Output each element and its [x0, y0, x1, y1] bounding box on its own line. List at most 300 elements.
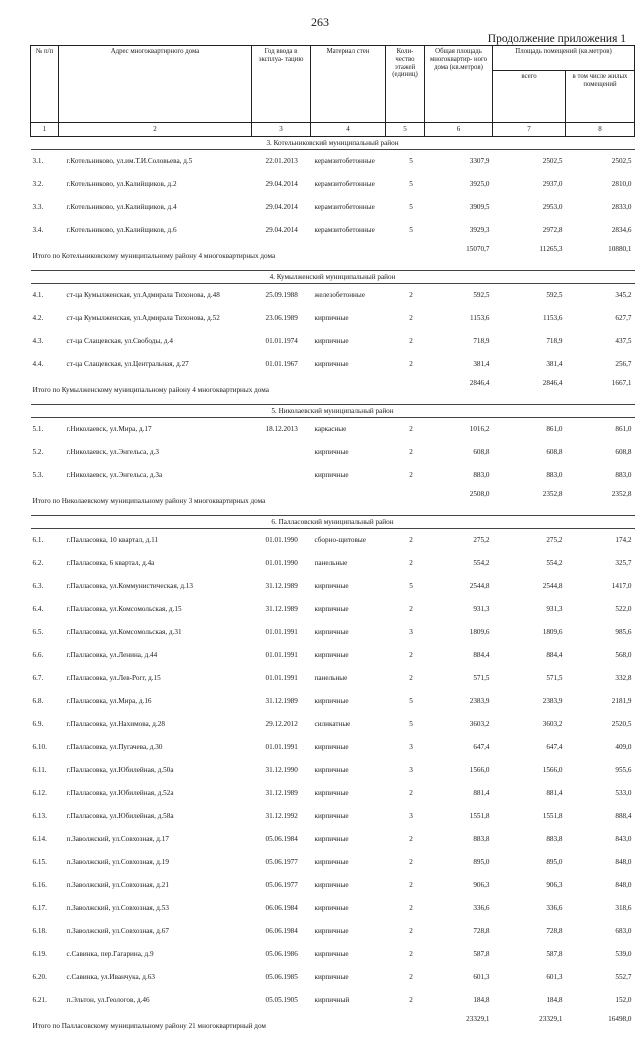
row-area-all: 381,4: [493, 353, 566, 376]
row-number: 6.11.: [31, 759, 59, 782]
column-number: 3: [252, 123, 311, 137]
row-address: г.Николаевск, ул.Энгельса, д.3: [59, 441, 252, 464]
row-area-residential: 843,0: [566, 828, 635, 851]
row-number: 6.3.: [31, 575, 59, 598]
row-total-area: 381,4: [425, 353, 493, 376]
row-year: 05.06.1984: [252, 828, 311, 851]
row-area-residential: 437,5: [566, 330, 635, 353]
row-area-residential: 2810,0: [566, 173, 635, 196]
table-row: [31, 828, 635, 851]
row-area-all: 587,8: [493, 943, 566, 966]
row-year: 29.04.2014: [252, 196, 311, 219]
column-number: 6: [425, 123, 493, 137]
row-floors: 5: [386, 196, 425, 219]
section-header-row: [31, 137, 635, 150]
row-area-all: 184,8: [493, 989, 566, 1012]
section-total-residential: 2352,8: [566, 487, 635, 516]
row-year: 01.01.1991: [252, 667, 311, 690]
row-number: 6.8.: [31, 690, 59, 713]
row-area-all: 861,0: [493, 418, 566, 442]
table-row: [31, 575, 635, 598]
row-address: с.Савинка, ул.Иванчука, д.63: [59, 966, 252, 989]
row-address: с.Савинка, пер.Гагарина, д.9: [59, 943, 252, 966]
row-material: кирпичные: [311, 828, 386, 851]
row-floors: 3: [386, 805, 425, 828]
row-number: 6.7.: [31, 667, 59, 690]
table-row: [31, 690, 635, 713]
row-floors: 2: [386, 874, 425, 897]
row-year: 22.01.2013: [252, 150, 311, 174]
row-area-residential: 955,6: [566, 759, 635, 782]
row-year: 29.12.2012: [252, 713, 311, 736]
row-area-all: 1551,8: [493, 805, 566, 828]
row-area-residential: 2181,9: [566, 690, 635, 713]
row-total-area: 184,8: [425, 989, 493, 1012]
row-address: г.Палласовка, ул.Мира, д.16: [59, 690, 252, 713]
section-total-row: [31, 242, 635, 271]
column-number: 4: [311, 123, 386, 137]
row-material: кирпичные: [311, 330, 386, 353]
row-material: кирпичные: [311, 598, 386, 621]
row-address: г.Котельниково, ул.Калийщиков, д.4: [59, 196, 252, 219]
row-area-all: 336,6: [493, 897, 566, 920]
table-row: [31, 418, 635, 442]
table-row: [31, 150, 635, 174]
row-floors: 2: [386, 782, 425, 805]
table-row: [31, 989, 635, 1012]
section-total-area: 15070,7: [425, 242, 493, 271]
row-area-residential: 683,0: [566, 920, 635, 943]
section-total-label: Итого по Палласовскому муниципальному району 21 многоквартирный дом: [31, 1012, 425, 1040]
row-total-area: 592,5: [425, 284, 493, 308]
row-floors: 2: [386, 644, 425, 667]
row-total-area: 608,8: [425, 441, 493, 464]
page-number: 263: [0, 15, 640, 30]
row-area-all: 2937,0: [493, 173, 566, 196]
row-address: г.Палласовка, ул.Лев-Рогг, д.15: [59, 667, 252, 690]
row-area-residential: 533,0: [566, 782, 635, 805]
table-row: [31, 736, 635, 759]
header-premises-area: Площадь помещений (кв.метров): [493, 46, 635, 71]
row-material: кирпичные: [311, 874, 386, 897]
row-total-area: 895,0: [425, 851, 493, 874]
row-area-residential: 174,2: [566, 529, 635, 553]
row-number: 6.15.: [31, 851, 59, 874]
row-area-all: 2383,9: [493, 690, 566, 713]
column-number: 7: [493, 123, 566, 137]
row-area-all: 275,2: [493, 529, 566, 553]
row-floors: 5: [386, 690, 425, 713]
header-residential: в том числе жилых помещений: [566, 71, 635, 123]
row-year: 01.01.1990: [252, 529, 311, 553]
table-row: [31, 219, 635, 242]
row-material: керамзитобетонные: [311, 150, 386, 174]
row-number: 6.14.: [31, 828, 59, 851]
section-total-label: Итого по Кумылженскому муниципальному району 4 многоквартирных дома: [31, 376, 425, 405]
row-total-area: 571,5: [425, 667, 493, 690]
section-total-area: 23329,1: [425, 1012, 493, 1040]
row-total-area: 728,8: [425, 920, 493, 943]
row-address: ст-ца Кумылженская, ул.Адмирала Тихонова, д.52: [59, 307, 252, 330]
row-total-area: 1153,6: [425, 307, 493, 330]
table-row: [31, 621, 635, 644]
row-number: 6.5.: [31, 621, 59, 644]
table-row: [31, 552, 635, 575]
row-floors: 3: [386, 736, 425, 759]
row-floors: 2: [386, 966, 425, 989]
row-number: 6.20.: [31, 966, 59, 989]
row-total-area: 554,2: [425, 552, 493, 575]
table-body: [31, 137, 635, 1040]
header-material: Материал стен: [311, 46, 386, 123]
table-row: [31, 464, 635, 487]
row-area-all: 3603,2: [493, 713, 566, 736]
section-total-label: Итого по Котельниковскому муниципальному району 4 многоквартирных дома: [31, 242, 425, 271]
row-number: 5.3.: [31, 464, 59, 487]
row-address: г.Котельниково, ул.им.Т.И.Соловьева, д.5: [59, 150, 252, 174]
section-total-area: 2846,4: [425, 376, 493, 405]
row-floors: 2: [386, 851, 425, 874]
row-year: 06.06.1984: [252, 897, 311, 920]
row-year: 01.01.1991: [252, 644, 311, 667]
row-address: ст-ца Кумылженская, ул.Адмирала Тихонова, д.48: [59, 284, 252, 308]
row-year: 01.01.1991: [252, 621, 311, 644]
row-floors: 5: [386, 173, 425, 196]
row-area-residential: 409,0: [566, 736, 635, 759]
row-total-area: 3307,9: [425, 150, 493, 174]
row-material: кирпичные: [311, 782, 386, 805]
row-area-residential: 568,0: [566, 644, 635, 667]
row-total-area: 3925,0: [425, 173, 493, 196]
row-area-residential: 2833,0: [566, 196, 635, 219]
row-area-residential: 256,7: [566, 353, 635, 376]
table-row: [31, 173, 635, 196]
row-area-residential: 1417,0: [566, 575, 635, 598]
row-floors: 2: [386, 920, 425, 943]
row-area-residential: 861,0: [566, 418, 635, 442]
table-row: [31, 713, 635, 736]
row-total-area: 3603,2: [425, 713, 493, 736]
row-number: 6.2.: [31, 552, 59, 575]
row-address: г.Котельниково, ул.Калийщиков, д.6: [59, 219, 252, 242]
row-year: 31.12.1989: [252, 690, 311, 713]
row-year: 05.06.1977: [252, 851, 311, 874]
row-total-area: 601,3: [425, 966, 493, 989]
table-row: [31, 441, 635, 464]
row-material: кирпичные: [311, 464, 386, 487]
continuation-title: Продолжение приложения 1: [488, 33, 626, 45]
row-year: 31.12.1990: [252, 759, 311, 782]
row-total-area: 647,4: [425, 736, 493, 759]
row-material: кирпичные: [311, 851, 386, 874]
row-year: 31.12.1989: [252, 575, 311, 598]
column-number: 5: [386, 123, 425, 137]
row-floors: 2: [386, 441, 425, 464]
row-total-area: 587,8: [425, 943, 493, 966]
row-year: 05.06.1977: [252, 874, 311, 897]
row-year: 06.06.1984: [252, 920, 311, 943]
header-floors: Коли- чество этажей (единиц): [386, 46, 425, 123]
row-area-all: 608,8: [493, 441, 566, 464]
row-total-area: 1566,0: [425, 759, 493, 782]
row-area-all: 881,4: [493, 782, 566, 805]
row-floors: 5: [386, 219, 425, 242]
header-year: Год ввода в эксплуа- тацию: [252, 46, 311, 123]
row-area-all: 883,8: [493, 828, 566, 851]
row-area-all: 554,2: [493, 552, 566, 575]
row-number: 5.2.: [31, 441, 59, 464]
row-number: 4.2.: [31, 307, 59, 330]
header-all: всего: [493, 71, 566, 123]
row-year: 18.12.2013: [252, 418, 311, 442]
row-area-residential: 152,0: [566, 989, 635, 1012]
column-number: 1: [31, 123, 59, 137]
row-number: 4.4.: [31, 353, 59, 376]
row-floors: 3: [386, 759, 425, 782]
table-row: [31, 897, 635, 920]
row-material: каркасные: [311, 418, 386, 442]
row-year: 05.05.1905: [252, 989, 311, 1012]
row-area-all: 647,4: [493, 736, 566, 759]
row-floors: 2: [386, 330, 425, 353]
section-total-residential: 16498,0: [566, 1012, 635, 1040]
row-area-all: 592,5: [493, 284, 566, 308]
row-area-residential: 848,0: [566, 874, 635, 897]
row-address: г.Николаевск, ул.Мира, д.17: [59, 418, 252, 442]
row-area-residential: 552,7: [566, 966, 635, 989]
row-year: 31.12.1989: [252, 782, 311, 805]
row-material: кирпичные: [311, 920, 386, 943]
row-material: керамзитобетонные: [311, 219, 386, 242]
row-area-all: 1809,6: [493, 621, 566, 644]
row-number: 3.3.: [31, 196, 59, 219]
row-floors: 2: [386, 418, 425, 442]
row-total-area: 884,4: [425, 644, 493, 667]
section-total-row: [31, 1012, 635, 1040]
row-floors: 2: [386, 464, 425, 487]
section-title: 3. Котельниковский муниципальный район: [31, 137, 635, 150]
row-floors: 2: [386, 598, 425, 621]
row-number: 6.12.: [31, 782, 59, 805]
row-address: п.Заволжский, ул.Совхозная, д.67: [59, 920, 252, 943]
row-material: кирпичные: [311, 575, 386, 598]
section-total-all: 23329,1: [493, 1012, 566, 1040]
row-material: кирпичные: [311, 759, 386, 782]
row-floors: 3: [386, 621, 425, 644]
row-year: 31.12.1989: [252, 598, 311, 621]
table-row: [31, 851, 635, 874]
row-material: кирпичные: [311, 966, 386, 989]
row-year: 01.01.1967: [252, 353, 311, 376]
row-number: 6.6.: [31, 644, 59, 667]
row-area-residential: 883,0: [566, 464, 635, 487]
row-area-residential: 848,0: [566, 851, 635, 874]
section-header-row: [31, 405, 635, 418]
row-area-residential: 318,6: [566, 897, 635, 920]
row-year: [252, 441, 311, 464]
row-floors: 2: [386, 943, 425, 966]
table-row: [31, 353, 635, 376]
row-area-all: 883,0: [493, 464, 566, 487]
row-material: кирпичные: [311, 644, 386, 667]
row-total-area: 3909,5: [425, 196, 493, 219]
table-row: [31, 307, 635, 330]
row-material: кирпичные: [311, 805, 386, 828]
row-floors: 2: [386, 989, 425, 1012]
row-material: панельные: [311, 552, 386, 575]
row-number: 6.21.: [31, 989, 59, 1012]
row-year: 05.06.1986: [252, 943, 311, 966]
row-floors: 2: [386, 353, 425, 376]
header-address: Адрес многоквартирного дома: [59, 46, 252, 123]
row-floors: 5: [386, 713, 425, 736]
section-header-row: [31, 271, 635, 284]
row-material: керамзитобетонные: [311, 196, 386, 219]
table-row: [31, 667, 635, 690]
row-number: 6.19.: [31, 943, 59, 966]
row-address: п.Заволжский, ул.Совхозная, д.19: [59, 851, 252, 874]
section-title: 4. Кумылженский муниципальный район: [31, 271, 635, 284]
row-material: кирпичные: [311, 621, 386, 644]
row-address: г.Палласовка, ул.Юбилейная, д.52а: [59, 782, 252, 805]
row-total-area: 883,8: [425, 828, 493, 851]
row-address: г.Котельниково, ул.Калийщиков, д.2: [59, 173, 252, 196]
row-address: г.Палласовка, ул.Нахимова, д.28: [59, 713, 252, 736]
row-area-residential: 332,8: [566, 667, 635, 690]
section-total-row: [31, 487, 635, 516]
row-year: 29.04.2014: [252, 173, 311, 196]
row-total-area: 718,9: [425, 330, 493, 353]
row-floors: 2: [386, 667, 425, 690]
table-row: [31, 196, 635, 219]
section-title: 6. Палласовский муниципальный район: [31, 516, 635, 529]
row-total-area: 906,3: [425, 874, 493, 897]
table-row: [31, 943, 635, 966]
row-address: г.Николаевск, ул.Энгельса, д.3а: [59, 464, 252, 487]
row-floors: 2: [386, 897, 425, 920]
row-total-area: 275,2: [425, 529, 493, 553]
section-total-label: Итого по Николаевскому муниципальному району 3 многоквартирных дома: [31, 487, 425, 516]
row-number: 6.4.: [31, 598, 59, 621]
section-total-residential: 1667,1: [566, 376, 635, 405]
section-total-row: [31, 376, 635, 405]
row-area-residential: 608,8: [566, 441, 635, 464]
row-area-residential: 888,4: [566, 805, 635, 828]
row-area-all: 931,3: [493, 598, 566, 621]
row-number: 4.3.: [31, 330, 59, 353]
row-year: 29.04.2014: [252, 219, 311, 242]
column-number: 8: [566, 123, 635, 137]
row-material: кирпичные: [311, 897, 386, 920]
section-total-all: 2846,4: [493, 376, 566, 405]
row-floors: 2: [386, 529, 425, 553]
row-total-area: 1809,6: [425, 621, 493, 644]
row-year: 31.12.1992: [252, 805, 311, 828]
row-number: 6.10.: [31, 736, 59, 759]
row-address: п.Заволжский, ул.Совхозная, д.53: [59, 897, 252, 920]
row-area-residential: 522,0: [566, 598, 635, 621]
row-area-all: 1566,0: [493, 759, 566, 782]
row-address: п.Заволжский, ул.Совхозная, д.17: [59, 828, 252, 851]
buildings-table: [30, 45, 635, 1040]
row-total-area: 881,4: [425, 782, 493, 805]
row-area-all: 571,5: [493, 667, 566, 690]
row-material: керамзитобетонные: [311, 173, 386, 196]
row-area-all: 2502,5: [493, 150, 566, 174]
table-row: [31, 284, 635, 308]
row-area-residential: 345,2: [566, 284, 635, 308]
row-total-area: 1016,2: [425, 418, 493, 442]
row-total-area: 883,0: [425, 464, 493, 487]
row-number: 6.17.: [31, 897, 59, 920]
row-address: г.Палласовка, ул.Ленина, д.44: [59, 644, 252, 667]
row-material: железобетонные: [311, 284, 386, 308]
table-row: [31, 874, 635, 897]
row-material: кирпичные: [311, 690, 386, 713]
row-year: 01.01.1991: [252, 736, 311, 759]
row-total-area: 1551,8: [425, 805, 493, 828]
section-total-all: 11265,3: [493, 242, 566, 271]
row-area-all: 1153,6: [493, 307, 566, 330]
row-floors: 2: [386, 828, 425, 851]
table-row: [31, 598, 635, 621]
section-header-row: [31, 516, 635, 529]
column-number-row: [31, 123, 635, 137]
row-year: 23.06.1989: [252, 307, 311, 330]
row-address: г.Палласовка, ул.Юбилейная, д.50а: [59, 759, 252, 782]
row-area-residential: 2834,6: [566, 219, 635, 242]
table-row: [31, 920, 635, 943]
row-area-all: 895,0: [493, 851, 566, 874]
row-material: кирпичные: [311, 441, 386, 464]
row-area-all: 884,4: [493, 644, 566, 667]
row-material: кирпичные: [311, 353, 386, 376]
row-material: кирпичные: [311, 943, 386, 966]
row-area-all: 718,9: [493, 330, 566, 353]
table-row: [31, 529, 635, 553]
section-total-all: 2352,8: [493, 487, 566, 516]
row-number: 6.9.: [31, 713, 59, 736]
row-area-residential: 2502,5: [566, 150, 635, 174]
row-number: 6.1.: [31, 529, 59, 553]
row-material: сборно-щитовые: [311, 529, 386, 553]
table-row: [31, 759, 635, 782]
section-title: 5. Николаевский муниципальный район: [31, 405, 635, 418]
row-material: панельные: [311, 667, 386, 690]
row-total-area: 336,6: [425, 897, 493, 920]
row-year: 05.06.1985: [252, 966, 311, 989]
row-area-all: 2544,8: [493, 575, 566, 598]
header-num: № п/п: [31, 46, 59, 123]
row-total-area: 2544,8: [425, 575, 493, 598]
row-address: г.Палласовка, ул.Пугачева, д.30: [59, 736, 252, 759]
header-total-area: Общая площадь многоквартир- ного дома (кв.метров): [425, 46, 493, 123]
column-number: 2: [59, 123, 252, 137]
row-area-residential: 627,7: [566, 307, 635, 330]
row-material: силикатные: [311, 713, 386, 736]
row-address: п.Заволжский, ул.Совхозная, д.21: [59, 874, 252, 897]
row-floors: 5: [386, 150, 425, 174]
row-area-all: 2953,0: [493, 196, 566, 219]
row-address: ст-ца Слащевская, ул.Свободы, д.4: [59, 330, 252, 353]
row-address: г.Палласовка, ул.Юбилейная, д.58а: [59, 805, 252, 828]
row-address: п.Эльтон, ул.Геологов, д.46: [59, 989, 252, 1012]
row-address: г.Палласовка, 10 квартал, д.11: [59, 529, 252, 553]
table-row: [31, 644, 635, 667]
row-number: 3.4.: [31, 219, 59, 242]
row-area-residential: 325,7: [566, 552, 635, 575]
row-address: г.Палласовка, ул.Коммунистическая, д.13: [59, 575, 252, 598]
